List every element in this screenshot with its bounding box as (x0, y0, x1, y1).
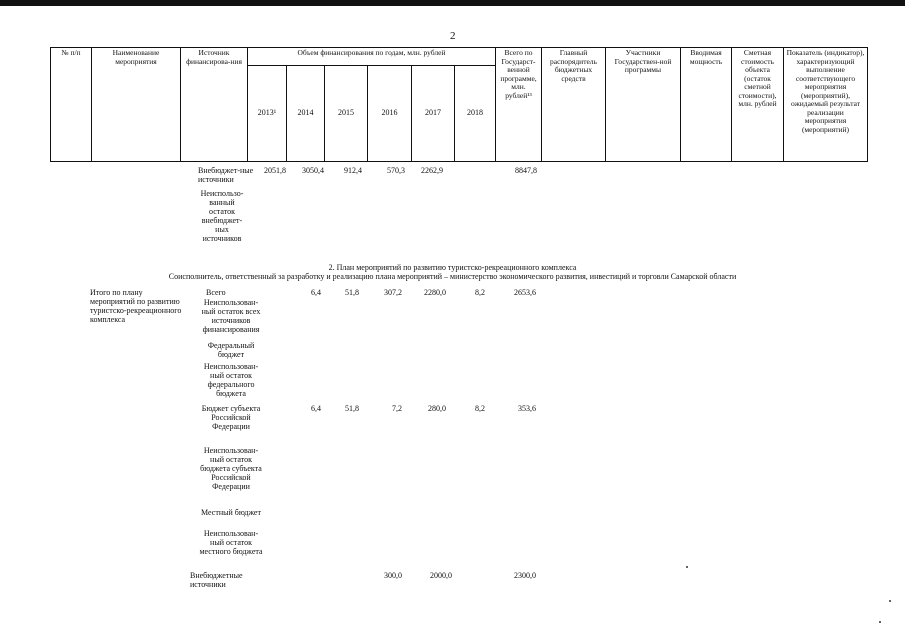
row-source: Неиспользован-ный остаток всех источников финансирования (201, 298, 261, 334)
scan-speck (889, 600, 891, 602)
scan-speck (686, 566, 688, 568)
header-year-2013: 2013¹ (248, 66, 287, 162)
row-source: Неиспользован-ный остаток бюджета субъекта Российской Федерации (200, 446, 262, 491)
upper-value: 570,3 (387, 166, 405, 175)
header-year-2017: 2017 (412, 66, 455, 162)
scan-speck (879, 621, 881, 623)
row-value: 6,4 (311, 404, 321, 413)
header-year-2015: 2015 (325, 66, 368, 162)
total-label: Итого по плану мероприятий по развитию туристско-рекреационного комплекса (90, 288, 182, 324)
scan-top-edge (0, 0, 905, 6)
header-year-2018: 2018 (455, 66, 496, 162)
row-source: Внебюджетные источники (190, 571, 243, 589)
row-value: 8,2 (475, 404, 485, 413)
upper-row-source: Внебюджет-ные источники (198, 166, 254, 184)
header-capacity: Вводимая мощность (681, 48, 732, 162)
row-total: 2653,6 (514, 288, 536, 297)
upper-value: 3050,4 (302, 166, 324, 175)
upper-total: 8847,8 (515, 166, 537, 175)
row-value: 307,2 (384, 288, 402, 297)
header-event-name: Наименование мероприятия (92, 48, 181, 162)
row-total: 353,6 (518, 404, 536, 413)
header-year-2016: 2016 (368, 66, 412, 162)
header-indicator: Показатель (индикатор), характеризующий выполнение соответствующего мероприятия (мероприятий), ожидаемый результат реализации мероприятия (мероприятий) (784, 48, 868, 162)
upper-value: 2262,9 (421, 166, 443, 175)
row-value: 2000,0 (430, 571, 452, 580)
section-title: 2. План мероприятий по развитию туристско-рекреационного комплекса (328, 263, 577, 272)
upper-value: 912,4 (344, 166, 362, 175)
row-source: Неиспользован-ный остаток местного бюджета (199, 529, 263, 556)
row-value: 300,0 (384, 571, 402, 580)
header-table (50, 47, 868, 162)
header-participants: Участники Государствен-ной программы (606, 48, 681, 162)
upper-value: 2051,8 (264, 166, 286, 175)
header-source: Источник финансирова-ния (181, 48, 248, 162)
row-value: 2280,0 (424, 288, 446, 297)
row-source: Местный бюджет (201, 508, 261, 517)
upper-row-source: Неиспользо-ванный остаток внебюджет-ных источников (200, 189, 244, 243)
header-financing-group: Объем финансирования по годам, млн. рублей (248, 48, 496, 66)
row-source: Бюджет субъекта Российской Федерации (201, 404, 261, 431)
header-main-manager: Главный распорядитель бюджетных средств (542, 48, 606, 162)
header-total: Всего по Государст-венной программе, млн. рублей¹³ (496, 48, 542, 162)
row-source: Федеральный бюджет (207, 341, 255, 359)
row-value: 51,8 (345, 404, 359, 413)
row-value: 7,2 (392, 404, 402, 413)
row-value: 280,0 (428, 404, 446, 413)
row-total: 2300,0 (514, 571, 536, 580)
row-source: Всего (206, 288, 226, 297)
header-year-2014: 2014 (287, 66, 325, 162)
row-value: 6,4 (311, 288, 321, 297)
row-source: Неиспользован-ный остаток федерального бюджета (203, 362, 259, 398)
row-value: 51,8 (345, 288, 359, 297)
header-estimated-cost: Сметная стоимость объекта (остаток сметной стоимости), млн. рублей (732, 48, 784, 162)
row-value: 8,2 (475, 288, 485, 297)
section-subtitle: Соисполнитель, ответственный за разработку и реализацию плана мероприятий – министерство экономического развития, инвестиций и торговли Самарской области (168, 272, 737, 281)
page-number: 2 (450, 30, 456, 42)
header-num: № п/п (51, 48, 92, 162)
